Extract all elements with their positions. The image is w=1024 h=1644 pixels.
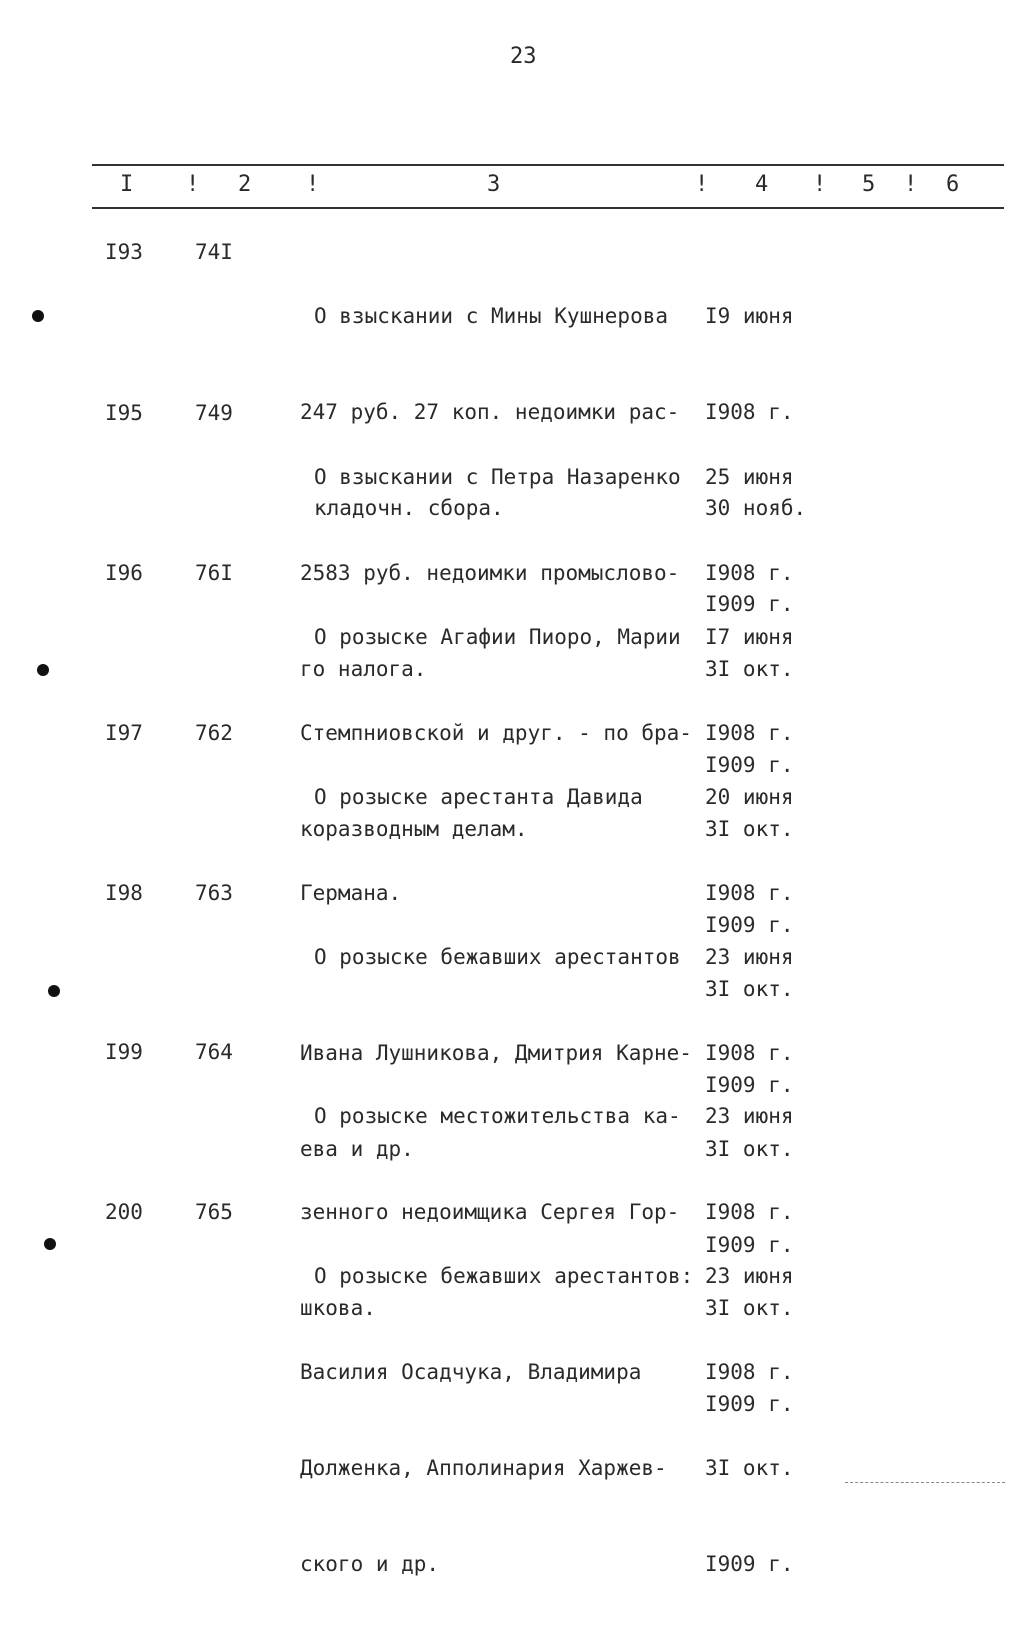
date-line: 3I окт.	[705, 657, 794, 681]
title-line: кладочн. сбора.	[314, 496, 504, 520]
case-number: 764	[195, 1040, 233, 1064]
date-line: 3I окт.	[705, 1456, 794, 1480]
date-line: I908 г.	[705, 1041, 794, 1065]
header-col-4: 4	[755, 172, 769, 197]
date-line: 3I окт.	[705, 977, 794, 1001]
table-row	[0, 1196, 1024, 1576]
title-line: О взыскании с Петра Назаренко	[314, 465, 681, 489]
header-top-rule	[92, 164, 1004, 166]
title-line: О розыске бежавших арестантов:	[314, 1264, 694, 1288]
title-line: 247 руб. 27 коп. недоимки рас-	[300, 400, 680, 424]
date-line: I908 г.	[705, 400, 794, 424]
date-line: I909 г.	[705, 592, 794, 616]
case-number: 763	[195, 881, 233, 905]
header-col-5: 5	[862, 172, 876, 197]
case-number: 74I	[195, 240, 233, 264]
title-line: ского и др.	[300, 1552, 440, 1576]
title-line: О розыске местожительства ка-	[314, 1104, 681, 1128]
title-line: ева и др.	[300, 1137, 414, 1161]
date-line: I908 г.	[705, 1360, 794, 1384]
title-line: Германа.	[300, 881, 402, 905]
date-line: 23 июня	[705, 1104, 794, 1128]
title-line: О розыске бежавших арестантов	[314, 945, 681, 969]
title-line: Стемпниовской и друг. - по бра-	[300, 721, 692, 745]
title-line: Долженка, Апполинария Харжев-	[300, 1456, 667, 1480]
entry-number: I95	[105, 401, 143, 425]
case-dates	[705, 1196, 825, 1644]
date-line: I909 г.	[705, 913, 794, 937]
date-line: I909 г.	[705, 1392, 794, 1416]
date-line: 3I окт.	[705, 817, 794, 841]
case-number: 76I	[195, 561, 233, 585]
entry-number: I97	[105, 721, 143, 745]
title-line: Ивана Лушникова, Дмитрия Карне-	[300, 1041, 692, 1065]
title-line: шкова.	[300, 1296, 376, 1320]
date-line: 30 нояб.	[705, 496, 807, 520]
date-line: I909 г.	[705, 753, 794, 777]
date-line: I909 г.	[705, 1233, 794, 1257]
title-line: Василия Осадчука, Владимира	[300, 1360, 642, 1384]
date-line: 23 июня	[705, 1264, 794, 1288]
case-number: 762	[195, 721, 233, 745]
date-line: 3I окт.	[705, 1137, 794, 1161]
date-line: I909 г.	[705, 1073, 794, 1097]
case-number: 749	[195, 401, 233, 425]
entry-number: I93	[105, 240, 143, 264]
date-line: 25 июня	[705, 465, 794, 489]
title-line: го налога.	[300, 657, 427, 681]
date-line: I908 г.	[705, 1200, 794, 1224]
title-line: коразводным делам.	[300, 817, 528, 841]
footer-dashed-line	[845, 1482, 1005, 1483]
page-number: 23	[510, 44, 537, 69]
binding-hole-mark	[44, 1238, 56, 1250]
title-line: О взыскании с Мины Кушнерова	[314, 304, 669, 328]
binding-hole-mark	[32, 310, 44, 322]
case-number: 765	[195, 1200, 233, 1224]
date-line: I9 июня	[705, 304, 794, 328]
date-line: I7 июня	[705, 625, 794, 649]
date-line: 23 июня	[705, 945, 794, 969]
binding-hole-mark	[48, 985, 60, 997]
header-sep-3: !	[695, 172, 709, 197]
entry-number: I98	[105, 881, 143, 905]
date-line: I908 г.	[705, 721, 794, 745]
date-line: I908 г.	[705, 561, 794, 585]
date-line: I909 г.	[705, 1552, 794, 1576]
header-sep-2: !	[306, 172, 320, 197]
date-line: 20 июня	[705, 785, 794, 809]
entry-number: 200	[105, 1200, 143, 1224]
date-line: I908 г.	[705, 881, 794, 905]
header-sep-4: !	[813, 172, 827, 197]
title-line: О розыске арестанта Давида	[314, 785, 643, 809]
title-line: 2583 руб. недоимки промыслово-	[300, 561, 680, 585]
case-title	[300, 1196, 700, 1644]
entry-number: I96	[105, 561, 143, 585]
header-sep-1: !	[186, 172, 200, 197]
header-sep-5: !	[904, 172, 918, 197]
header-col-1: I	[120, 172, 134, 197]
date-line: 3I окт.	[705, 1296, 794, 1320]
title-line: О розыске Агафии Пиоро, Марии	[314, 625, 681, 649]
header-col-6: 6	[946, 172, 960, 197]
binding-hole-mark	[37, 664, 49, 676]
entry-number: I99	[105, 1040, 143, 1064]
title-line: зенного недоимщика Сергея Гор-	[300, 1200, 680, 1224]
header-col-3: 3	[487, 172, 501, 197]
header-col-2: 2	[238, 172, 252, 197]
header-bottom-rule	[92, 207, 1004, 209]
